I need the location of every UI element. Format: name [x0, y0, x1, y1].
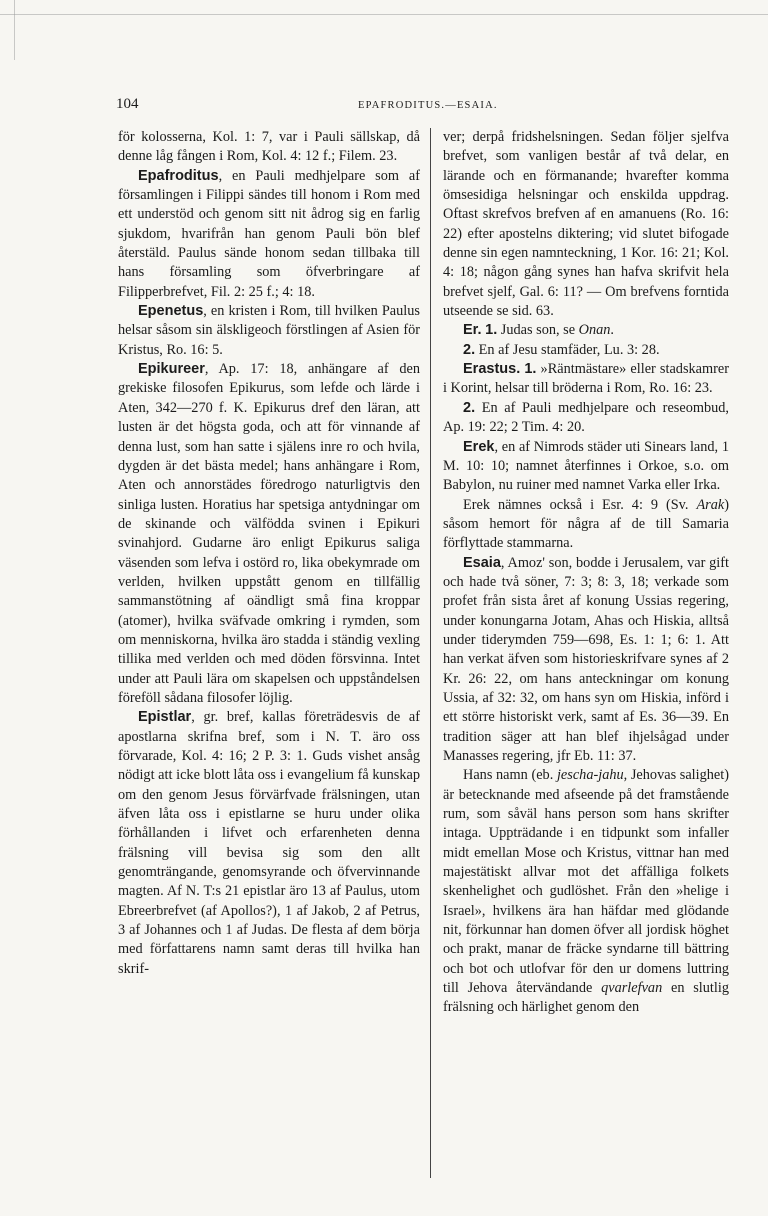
- entry-epikureer: [118, 360, 420, 708]
- entry-er-1: [443, 321, 729, 340]
- entry-number: 2.: [463, 399, 476, 416]
- entry-text: , gr. bref, kallas företrädesvis de af apostlarna skrifna bref, som i N. T. äro oss förvarade, Kol. 4: 16; 2 P. 3: 1. Guds vishet ansåg nödigt att icke blott låta oss i evangelium få kunskap om den genom Jesus förvärfvade frälsningen, utan äfven låta oss i epistlarne se huru under olika förhållanden i lifvet och erfarenheten denna frälsning vill bevisa sig som den allt genomträngande, genomsyrande och öfvervinnande magten. Af N. T:s 21 epistlar äro 13 af Paulus, utom Ebreerbrefvet (af Apollos?), 1 af Jakob, 2 af Petrus, 3 af Johannes och 1 af Judas. De flesta af dem börja med författarens namn samt deras till hvilka han skrif-: [118, 709, 420, 977]
- entry-text: , en kristen i Rom, till hvilken Paulus helsar såsom sin älskligeoch förstlingen af Asien för Kristus, Ro. 16: 5.: [118, 303, 420, 358]
- entry-text: En af Jesu stamfäder, Lu. 3: 28.: [475, 341, 660, 358]
- entry-term: Epafroditus: [138, 167, 219, 184]
- entry-reference-2: qvarlefvan: [601, 980, 663, 997]
- entry-continuation: ver; derpå fridshelsningen. Sedan följer sjelfva brefvet, som vanligen består af två delar, en lärande och en förmanande; hvarefter komma ömsesidiga helsningar och enskilda uppdrag. Oftast skrefvos brefven af en amanuens (Ro. 16: 22) efter apostelns diktering; vid slutet bifogade denne sin egen namnteckning, 1 Kor. 16: 21; Kol. 4: 18; någon gång synes han hafva skrifvit hela brefvet sjelf, Gal. 6: 11? — Om brefvens forntida utseende se sid. 63.: [443, 129, 729, 320]
- scan-edge-mark: [14, 0, 15, 60]
- entry-term: Erastus.: [463, 361, 521, 378]
- entry-text: »Räntmästare» eller stadskamrer i Korint, helsar till bröderna i Rom, Ro. 16: 23.: [443, 361, 729, 397]
- entry-text: , en Pauli medhjelpare som af församlingen i Filippi sändes till honom i Rom med ett understöd och genom sitt nit ådrog sig en farlig sjukdom, hvarifrån han genom Pauli bön blef återstäld. Paulus sände honom sedan tillbaka till hans församling som öfverbringare af Filipperbrefvet, Fil. 2: 25 f.; 4: 18.: [118, 167, 420, 300]
- entry-text: , Amoz' son, bodde i Jerusalem, var gift och hade två söner, 7: 3; 8: 3, 18; verkade som profet från sista året af konung Ussias regering, under konungarna Jotam, Ahas och Hiskia, alltså under tiderymden 759—698, Es. 1: 1; 6: 1. Att han verkat äfven som historieskrifvare synes af 2 Kr. 26: 22, om hans anteckningar om konung Ussia, af 32: 32, om hans syn om Hiskia, införd i ett större historiskt verk, samt af Es. 36—39. En tradition säger att han blef ihjelsågad under Manasses regering, jfr Eb. 11: 37.: [443, 554, 729, 764]
- entry-term: Esaia: [463, 554, 501, 571]
- left-column: [118, 128, 420, 979]
- entry-number: 1.: [485, 322, 498, 339]
- entry-term: Erek: [463, 438, 495, 455]
- entry-text: , en af Nimrods städer uti Sinears land, 1 M. 10: 10; namnet återfinnes i Orkoe, s.o. om Babylon, nu ruiner med namnet Varka eller Irka.: [443, 438, 729, 494]
- scan-edge-line: [0, 14, 768, 15]
- entry-esaia: [443, 554, 729, 767]
- entry-text-tail: en slutlig frälsning och härlighet genom den: [443, 980, 729, 1016]
- entry-reference: Arak: [696, 496, 725, 513]
- entry-erek-note: [443, 496, 729, 554]
- entry-text-tail: .: [610, 322, 614, 339]
- entry-term: Er.: [463, 322, 482, 339]
- entry-text: , Ap. 17: 18, anhängare af den grekiske filosofen Epikurus, som lefde och lärde i Aten, 342—270 f. K. Epikurus dref den läran, att lusten är det högsta goda, och att för vinnande af denna lust, som han satte i själens inre ro och hvila, dygden är det bästa medel; hans anhängare i Rom, Aten och annorstädes föredrogo naturligtvis den sinliga lusten. Horatius har spetsiga antydningar om de skinande och välfödda svinen i Epikuri svinahjord. Gudarne äro enligt Epikurus saliga väsenden som lefva i ostörd ro, lika obekymrade om verlden, hvilken uppstått genom en tillfällig sammanstötning af oändligt små fina kroppar (atomer), hvilka sväfvade omkring i rymden, som om menniskorna, hvilka äro stadda i ständig vexling tillika med verlden och med döden försvinna. Intet under att Pauli lära om skapelsen och uppståndelsen föreföll sådana filosofer löjlig.: [118, 361, 420, 706]
- entry-erastus-2: [443, 399, 729, 438]
- entry-erastus-1: [443, 360, 729, 399]
- entry-reference: jescha-jahu: [556, 767, 624, 784]
- entry-reference: Onan: [578, 322, 611, 339]
- entry-term: Epenetus: [138, 303, 204, 320]
- entry-erek: [443, 438, 729, 496]
- entry-text: Erek nämnes också i Esr. 4: 9 (Sv.: [463, 496, 697, 513]
- running-head: EPAFRODITUS.—ESAIA.: [358, 100, 498, 111]
- entry-number: 1.: [524, 361, 537, 378]
- entry-text-mid: , Jehovas salighet) är betecknande med afseende på det framstående rum, som såväl hans person som hans skrifter intaga. Uppträdande i en tidpunkt som infaller midt emellan Mose och Kristus, vittnar han med majestätiskt allvar mot det affälliga folkets skenhelighet och gudlöshet. Från den »helige i Israel», hvilkens ära han häfdar med glödande nit, förkunnar han domen öfver all jordisk höghet och prakt, manar de fräcke syndarne till bättring och bot och utlofvar för den ur domens luttring till Jehova återvändande: [443, 767, 730, 997]
- entry-text-tail: ) såsom hemort för några af de till Samaria förflyttade stammarna.: [443, 496, 729, 552]
- column-divider: [430, 128, 431, 1178]
- entry-epistlar: [118, 708, 420, 979]
- entry-continuation: för kolosserna, Kol. 1: 7, var i Pauli sällskap, då denne låg fången i Rom, Kol. 4: 12 f.; Filem. 23.: [118, 129, 420, 165]
- entry-text: Judas son, se: [497, 322, 579, 339]
- page-header: [0, 96, 768, 116]
- entry-epenetus: [118, 302, 420, 360]
- entry-term: Epikureer: [138, 361, 205, 378]
- entry-term: Epistlar: [138, 709, 192, 726]
- entry-text: Hans namn (eb.: [463, 767, 557, 784]
- entry-epafroditus: [118, 167, 420, 302]
- right-column: [443, 128, 729, 1018]
- entry-er-2: [443, 341, 729, 360]
- entry-number: 2.: [463, 341, 476, 358]
- entry-text: En af Pauli medhjelpare och reseombud, Ap. 19: 22; 2 Tim. 4: 20.: [443, 399, 729, 436]
- page-number: 104: [116, 96, 139, 112]
- entry-esaia-name: [443, 766, 729, 1017]
